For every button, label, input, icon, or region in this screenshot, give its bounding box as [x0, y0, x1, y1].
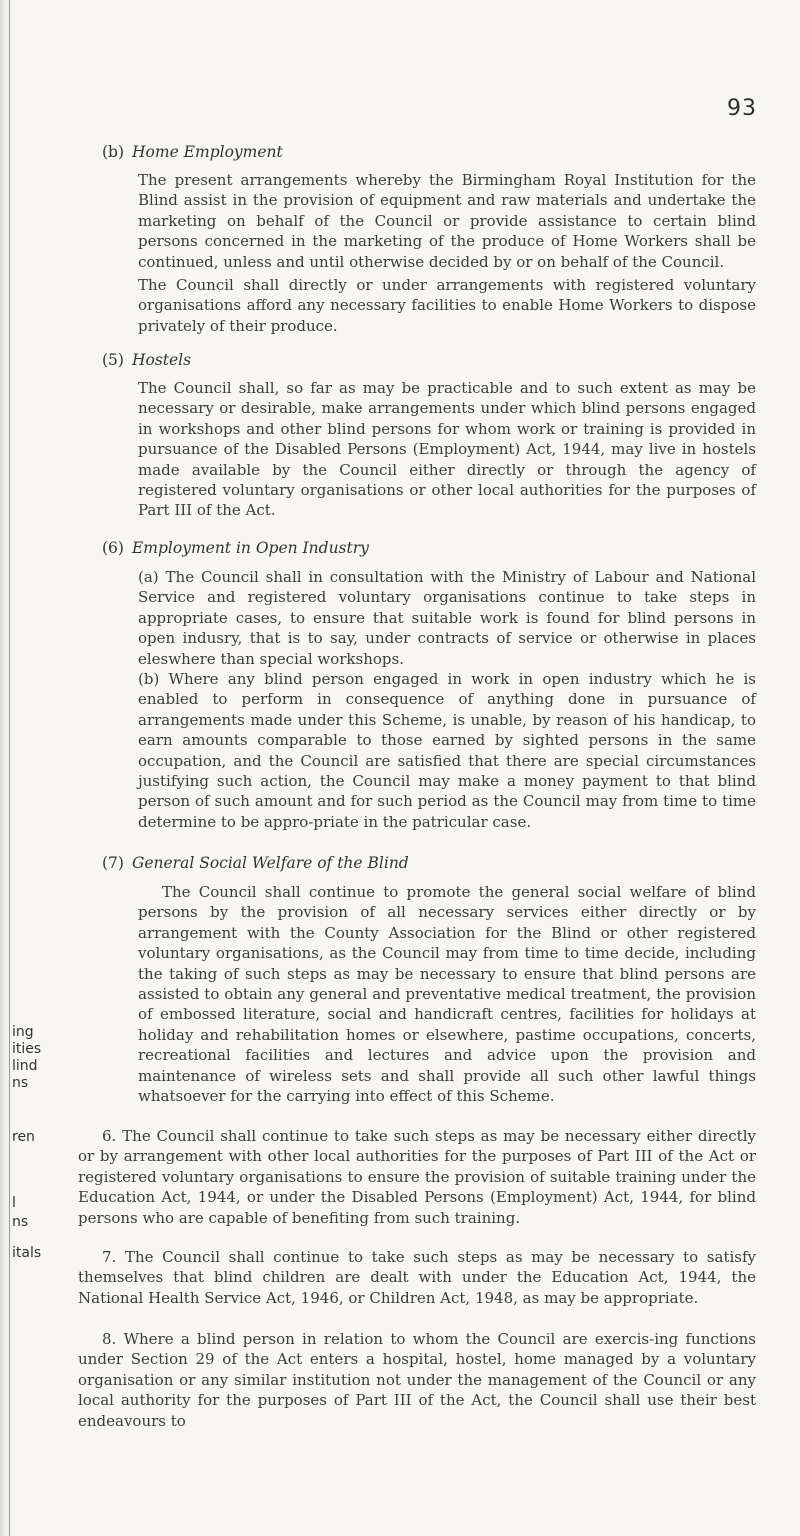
section-title: Employment in Open Industry — [131, 539, 369, 557]
page-edge-shadow — [0, 0, 14, 1536]
margin-fragment: lind — [12, 1058, 38, 1074]
margin-fragment: ren — [12, 1129, 35, 1145]
section-heading-home-employment — [102, 143, 283, 161]
section-title: General Social Welfare of the Blind — [131, 854, 409, 872]
margin-fragment: ities — [12, 1041, 42, 1057]
section-number: (6) — [102, 539, 124, 557]
clause-6: 6. The Council shall continue to take such steps as may be necessary either directly or by arrangement with other local authorities for the purposes of Part III of the Act or registered voluntary organisations to ensure the provision of suitable training under the Education Act, 1944, or under the Disabled Persons (Employment) Act, 1944, for blind persons who are capable of benefiting from such training. — [78, 1127, 756, 1227]
margin-fragment: ing — [12, 1024, 34, 1040]
margin-fragment: ns — [12, 1075, 29, 1091]
clause-8: 8. Where a blind person in relation to whom the Council are exercis-ing functions under Section 29 of the Act enters a hospital, hostel, home managed by a voluntary organisation or any similar institution not under the management of the Council or any local authority for the purposes of Part III of the Act, the Council shall use their best endeavours to — [78, 1330, 756, 1430]
section-title: Hostels — [131, 351, 192, 369]
page-number: 93 — [727, 96, 757, 121]
section-heading-open-industry — [102, 539, 369, 557]
section-heading-social-welfare — [102, 854, 409, 872]
page-edge-line — [9, 0, 10, 1536]
section-number: (7) — [102, 854, 124, 872]
paragraph: (a) The Council shall in consultation with the Ministry of Labour and National Service and registered voluntary organisations continue to take steps in appropriate cases, to ensure that suitable work is found for blind persons in open indusry, that is to say, under contracts of service or otherwise in places eleswhere than special workshops. — [138, 568, 756, 668]
section-title: Home Employment — [132, 143, 283, 161]
section-number: (5) — [102, 351, 124, 369]
paragraph: (b) Where any blind person engaged in work in open industry which he is enabled to perform in consequence of anything done in pursuance of arrangements made under this Scheme, is unable, by reason of his handicap, to earn amounts comparable to those earned by sighted persons in the same occupation, and the Council are satisfied that there are special circumstances justifying such action, the Council may make a money payment to that blind person of such amount and for such period as the Council may from time to time determine to be appro-priate in the patricular case. — [138, 670, 756, 831]
margin-fragment: itals — [12, 1245, 42, 1261]
clause-7: 7. The Council shall continue to take such steps as may be necessary to satisfy themselves that blind children are dealt with under the Education Act, 1944, the National Health Service Act, 1946, or Children Act, 1948, as may be appropriate. — [78, 1248, 756, 1307]
section-heading-hostels — [102, 351, 191, 369]
paragraph: The present arrangements whereby the Birmingham Royal Institution for the Blind assist in the provision of equipment and raw materials and undertake the marketing on behalf of the Council or provide assistance to certain blind persons concerned in the marketing of the produce of Home Workers shall be continued, unless and until otherwise decided by or on behalf of the Council. — [138, 171, 756, 271]
paragraph: The Council shall directly or under arrangements with registered voluntary organisations afford any necessary facilities to enable Home Workers to dispose privately of their produce. — [138, 276, 756, 335]
paragraph: The Council shall continue to promote the general social welfare of blind persons by the provision of all necessary services either directly or by arrangement with the County Association for the Blind or other registered voluntary organisations, as the Council may from time to time decide, including the taking of such steps as may be necessary to ensure that blind persons are assisted to obtain any general and preventative medical treatment, the provision of embossed literature, social and handicraft centres, facilities for holidays at holiday and rehabilitation homes or elsewhere, pastime occupations, concerts, recreational facilities and lectures and advice upon the provision and maintenance of wireless sets and shall provide all such other lawful things whatsoever for the carrying into effect of this Scheme. — [138, 883, 756, 1106]
section-number: (b) — [102, 143, 125, 161]
paragraph: The Council shall, so far as may be practicable and to such extent as may be necessary or desirable, make arrangements under which blind persons engaged in workshops and other blind persons for whom work or training is provided in pursuance of the Disabled Persons (Employment) Act, 1944, may live in hostels made available by the Council either directly or through the agency of registered voluntary organisations or other local authorities for the purposes of Part III of the Act. — [138, 379, 756, 520]
margin-fragment: l — [12, 1195, 16, 1211]
margin-fragment: ns — [12, 1214, 29, 1230]
